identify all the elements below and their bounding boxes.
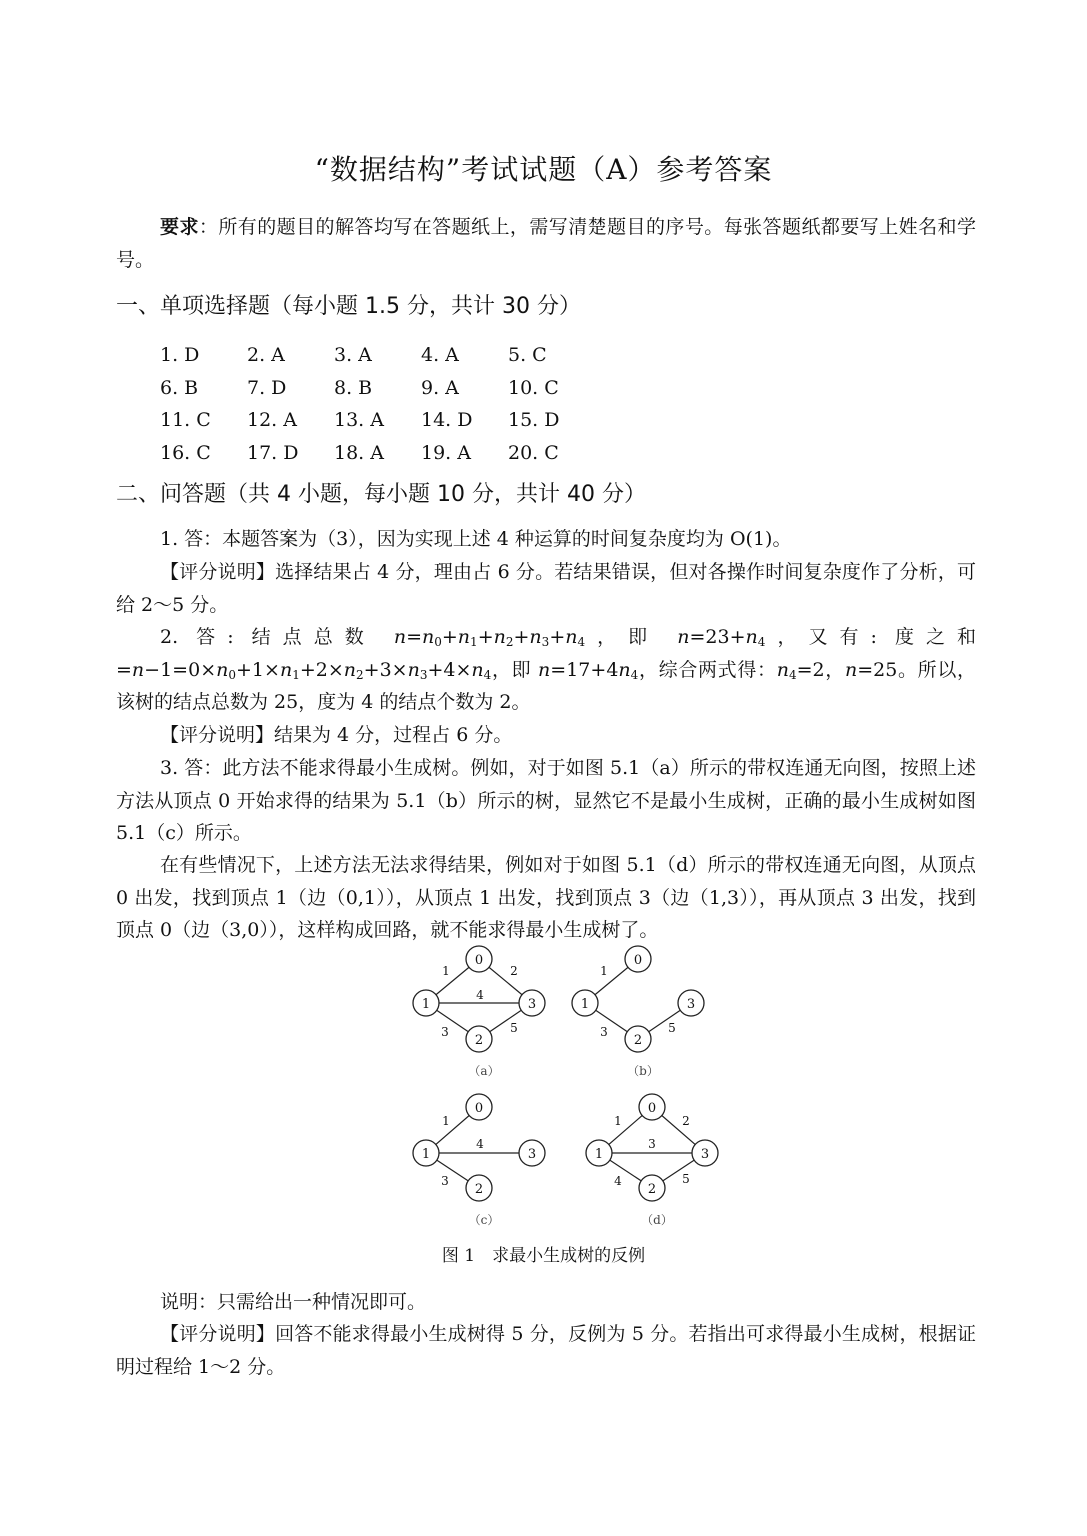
graph-figure-svg [400, 940, 730, 1240]
choice-answer-item: 6. B [160, 376, 199, 399]
choice-answer-item: 17. D [247, 441, 299, 464]
vertex-c-3: 3 [527, 1147, 537, 1162]
weight-d-23: 5 [682, 1172, 690, 1186]
vertex-c-0: 0 [474, 1101, 484, 1116]
vertex-b-3: 3 [686, 997, 696, 1012]
q2-answer: 2. 答: 结点总数 $n=n_0+n_1+n_2+n_3+n_4$，即 $n=23+n_4$，又有: 度之和$=n-1=0\times n_0+1\times n_1+2\times n_2+3\times n_3+4\times n_4$，即 $n=17+4n_4$，综合两式得：$n_4=2$，n=25。所以，该树的结点总数为 25，度为 4 的结点个数为 2。 [116, 626, 976, 713]
q3-answer: 3. 答：此方法不能求得最小生成树。例如，对于如图 5.1（a）所示的带权连通无向图，按照上述方法从顶点 0 开始求得的结果为 5.1（b）所示的树，显然它不是最小生成树，正确的最小生成树如图 5.1（c）所示。 [116, 757, 976, 844]
weight-b-12: 3 [600, 1025, 608, 1039]
q3-grading: 【评分说明】回答不能求得最小生成树得 5 分，反例为 5 分。若指出可求得最小生成树，根据证明过程给 1～2 分。 [116, 1323, 976, 1378]
requirement-paragraph [116, 211, 976, 276]
vertex-b-0: 0 [633, 953, 643, 968]
subcaption-d: （d） [641, 1213, 673, 1227]
weight-b-23: 5 [668, 1021, 676, 1035]
weight-a-03: 2 [510, 964, 518, 978]
page-title: “数据结构”考试试题（A）参考答案 [314, 153, 773, 186]
vertex-d-2: 2 [647, 1182, 657, 1197]
weight-b-01: 1 [600, 964, 608, 978]
weight-c-12: 3 [441, 1174, 449, 1188]
requirement-label: 要求 [160, 216, 199, 238]
q1-grading: 【评分说明】选择结果占 4 分，理由占 6 分。若结果错误，但对各操作时间复杂度作了分析，可给 2～5 分。 [116, 561, 976, 616]
q2-mid3: ，即 [491, 658, 539, 681]
q3-more: 在有些情况下，上述方法无法求得结果，例如对于如图 5.1（d）所示的带权连通无向图，从顶点 0 出发，找到顶点 1（边（0,1）），从顶点 1 出发，找到顶点 3（边（1,3）），再从顶点 3 出发，找到顶点 0（边（3,0）），这样构成回路，就不能求得最小生成树了。 [116, 854, 976, 941]
subcaption-a: （a） [468, 1064, 500, 1078]
choice-answer-item: 15. D [508, 409, 560, 432]
q2-mid4: ，综合两式得： [638, 658, 777, 681]
choice-answer-item: 11. C [160, 409, 211, 432]
weight-d-13: 3 [648, 1137, 656, 1151]
q2-mid1: ，即 [585, 626, 678, 648]
choice-answer-item: 19. A [421, 441, 471, 464]
vertex-d-1: 1 [594, 1147, 604, 1162]
q2-grading: 【评分说明】结果为 4 分，过程占 6 分。 [160, 724, 513, 746]
choice-answer-item: 3. A [334, 344, 372, 367]
weight-a-01: 1 [442, 964, 450, 978]
choice-answer-item: 5. C [508, 344, 547, 367]
choice-answer-item: 2. A [247, 344, 285, 367]
mst-counterexample-figure [400, 940, 730, 1244]
weight-a-12: 3 [441, 1025, 449, 1039]
choice-answer-item: 9. A [421, 376, 459, 399]
choice-answer-item: 8. B [334, 376, 373, 399]
subcaption-b: （b） [627, 1064, 659, 1078]
vertex-a-0: 0 [474, 953, 484, 968]
choice-answer-item: 18. A [334, 441, 384, 464]
vertex-b-2: 2 [633, 1033, 643, 1048]
choice-answer-item: 14. D [421, 409, 473, 432]
q2-mid2: ，又有: 度之和= [116, 626, 976, 681]
q2-tail: 。所以，该树的结点总数为 25，度为 4 的结点个数为 2。 [116, 658, 976, 713]
choice-answer-item: 10. C [508, 376, 559, 399]
figure-caption: 图 1 求最小生成树的反例 [441, 1246, 646, 1266]
requirement-text: ：所有的题目的解答均写在答题纸上，需写清楚题目的序号。每张答题纸都要写上姓名和学号。 [116, 216, 976, 271]
weight-d-12: 4 [614, 1174, 622, 1188]
choice-answer-item: 16. C [160, 441, 211, 464]
choice-answer-item: 13. A [334, 409, 384, 432]
vertex-d-0: 0 [647, 1101, 657, 1116]
note: 说明：只需给出一种情况即可。 [160, 1291, 427, 1313]
section2-heading: 二、问答题（共 4 小题，每小题 10 分，共计 40 分） [116, 482, 646, 507]
weight-d-01: 1 [614, 1114, 622, 1128]
vertex-b-1: 1 [580, 997, 590, 1012]
weight-d-03: 2 [682, 1114, 690, 1128]
choice-answer-item: 4. A [421, 344, 459, 367]
choice-answer-item: 12. A [247, 409, 297, 432]
vertex-a-2: 2 [474, 1033, 484, 1048]
q1-answer: 1. 答：本题答案为（3），因为实现上述 4 种运算的时间复杂度均为 O(1)。 [160, 528, 792, 550]
vertex-a-3: 3 [527, 997, 537, 1012]
vertex-a-1: 1 [421, 997, 431, 1012]
weight-a-13: 4 [476, 988, 484, 1002]
choice-answers-grid [160, 339, 595, 469]
vertex-d-3: 3 [700, 1147, 710, 1162]
choice-answer-item: 20. C [508, 441, 559, 464]
vertex-c-1: 1 [421, 1147, 431, 1162]
weight-c-01: 1 [442, 1114, 450, 1128]
section1-heading: 一、单项选择题（每小题 1.5 分，共计 30 分） [116, 294, 581, 319]
q2-intro: 2. 答: 结点总数 [160, 626, 394, 648]
weight-a-23: 5 [510, 1021, 518, 1035]
choice-answer-item: 1. D [160, 344, 200, 367]
subcaption-c: （c） [468, 1213, 500, 1227]
choice-answer-item: 7. D [247, 376, 287, 399]
weight-c-13: 4 [476, 1137, 484, 1151]
vertex-c-2: 2 [474, 1182, 484, 1197]
